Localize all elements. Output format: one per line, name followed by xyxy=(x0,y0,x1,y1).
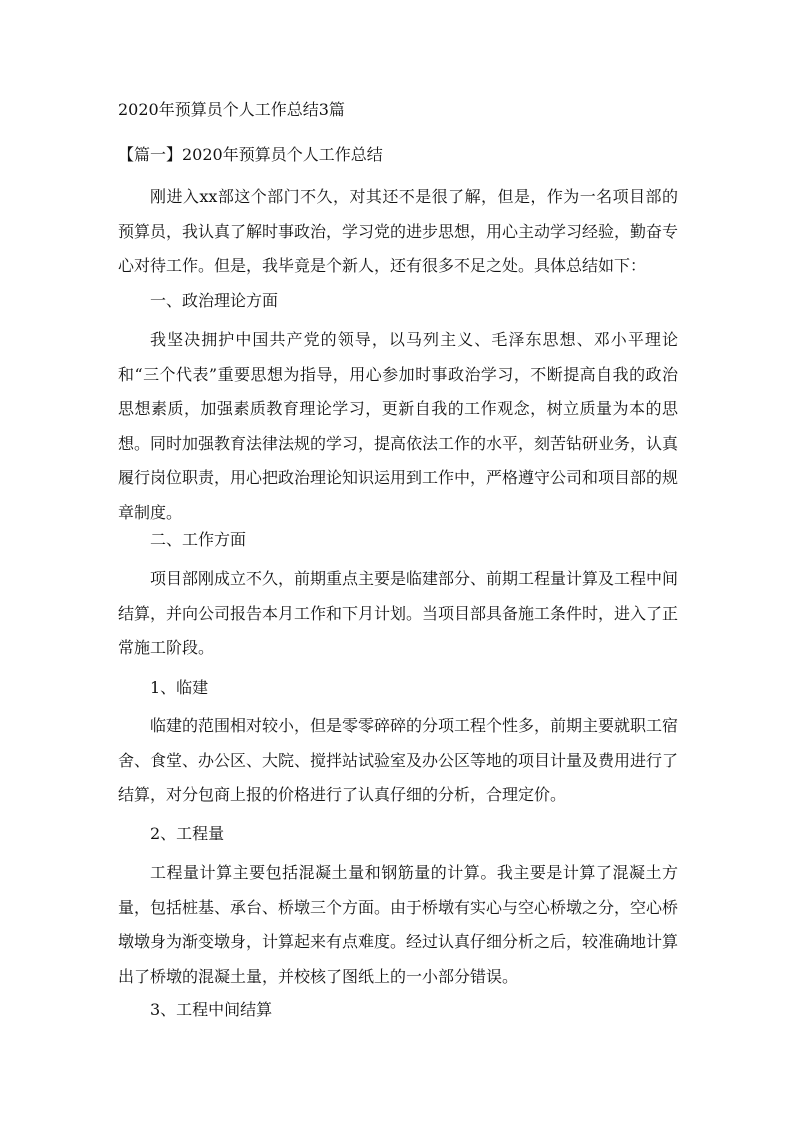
section-heading: 【篇一】2020年预算员个人工作总结 xyxy=(118,145,383,164)
item2-heading: 2、工程量 xyxy=(150,824,225,843)
part1-paragraph: 我坚决拥护中国共产党的领导，以马列主义、毛泽东思想、邓小平理论和“三个代表”重要思想为指导，用心参加时事政治学习，不断提高自我的政治思想素质，加强素质教育理论学习，更新自我的工作观念，树立质量为本的思想。同时加强教育法律法规的学习，提高依法工作的水平，刻苦钻研业务，认真履行岗位职责，用心把政治理论知识运用到工作中，严格遵守公司和项目部的规章制度。 xyxy=(118,330,679,522)
part2-paragraph: 项目部刚成立不久，前期重点主要是临建部分、前期工程量计算及工程中间结算，并向公司报告本月工作和下月计划。当项目部具备施工条件时，进入了正常施工阶段。 xyxy=(118,569,679,657)
intro-paragraph: 刚进入xx部这个部门不久，对其还不是很了解，但是，作为一名项目部的预算员，我认真了解时事政治，学习党的进步思想，用心主动学习经验，勤奋专心对待工作。但是，我毕竟是个新人，还有很多不足之处。具体总结如下： xyxy=(118,187,679,275)
document-title: 2020年预算员个人工作总结3篇 xyxy=(118,100,345,119)
item1-heading: 1、临建 xyxy=(150,678,209,697)
item3-heading: 3、工程中间结算 xyxy=(150,1000,273,1019)
item1-paragraph: 临建的范围相对较小，但是零零碎碎的分项工程个性多，前期主要就职工宿舍、食堂、办公区、大院、搅拌站试验室及办公区等地的项目计量及费用进行了结算，对分包商上报的价格进行了认真仔细的分析，合理定价。 xyxy=(118,716,679,804)
part2-heading: 二、工作方面 xyxy=(150,530,247,549)
part1-heading: 一、政治理论方面 xyxy=(150,291,279,310)
item2-paragraph: 工程量计算主要包括混凝土量和钢筋量的计算。我主要是计算了混凝土方量，包括桩基、承台、桥墩三个方面。由于桥墩有实心与空心桥墩之分，空心桥墩墩身为渐变墩身，计算起来有点难度。经过认真仔细分析之后，较准确地计算出了桥墩的混凝土量，并校核了图纸上的一小部分错误。 xyxy=(118,863,679,986)
